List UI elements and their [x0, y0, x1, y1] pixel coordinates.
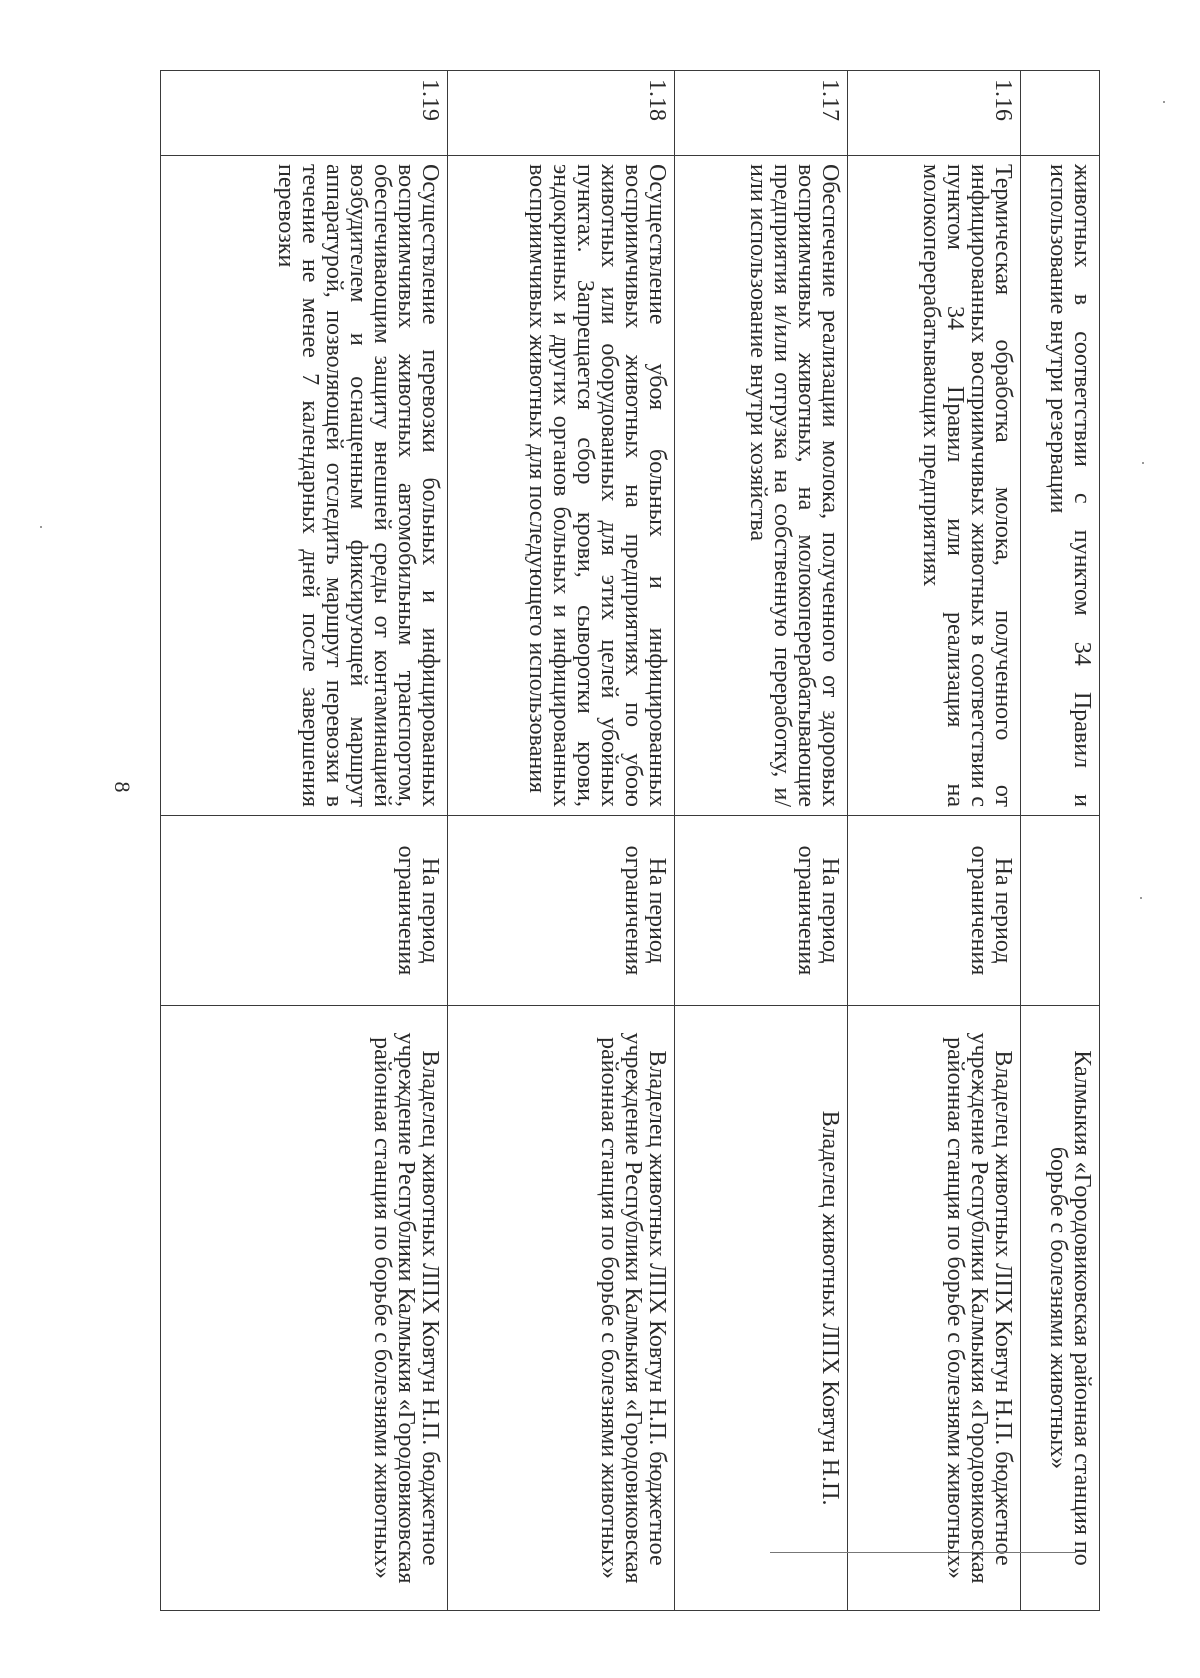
rotated-page-content — [160, 70, 1100, 1610]
action-cell: животных в соответствии с пунктом 34 Правил и использование внутри резервации — [1020, 156, 1099, 816]
scan-speck — [1142, 462, 1144, 464]
responsible-cell: Владелец животных ЛПХ Ковтун Н.П. бюджетное учреждение Республики Калмыкия «Городовиковская районная станция по борьбе с болезнями животных» — [447, 1006, 674, 1611]
scan-speck — [1140, 897, 1142, 899]
table-row — [675, 71, 848, 1611]
term-cell: На период ограничения — [447, 816, 674, 1006]
responsible-cell: Калмыкия «Городовиковская районная станция по борьбе с болезнями животных» — [1020, 1006, 1099, 1611]
table-row — [847, 71, 1020, 1611]
responsible-cell: Владелец животных ЛПХ Ковтун Н.П. бюджетное учреждение Республики Калмыкия «Городовиковская районная станция по борьбе с болезнями животных» — [161, 1006, 448, 1611]
term-cell: На период ограничения — [161, 816, 448, 1006]
responsible-cell: Владелец животных ЛПХ Ковтун Н.П. — [675, 1006, 848, 1611]
row-number-cell: 1.16 — [847, 71, 1020, 156]
scan-speck — [40, 526, 42, 528]
row-number-cell — [1020, 71, 1099, 156]
measures-table — [160, 70, 1100, 1611]
table-row — [161, 71, 448, 1611]
term-cell — [1020, 816, 1099, 1006]
action-cell: Обеспечение реализации молока, полученного от здоровых восприимчивых животных, на молокоперерабатывающие предприятия и/или отгрузка на собственную переработку, и/или использование внутри хозяйства — [675, 156, 848, 816]
table-row — [447, 71, 674, 1611]
scan-speck — [1163, 101, 1165, 103]
responsible-cell: Владелец животных ЛПХ Ковтун Н.П. бюджетное учреждение Республики Калмыкия «Городовиковская районная станция по борьбе с болезнями животных» — [847, 1006, 1020, 1611]
row-number-cell: 1.18 — [447, 71, 674, 156]
term-cell: На период ограничения — [675, 816, 848, 1006]
action-cell: Осуществление перевозки больных и инфицированных восприимчивых животных автомобильным транспортом, обеспечивающим защиту внешней среды от контаминацией возбудителем и оснащенным фиксирующей маршрут аппаратурой, позволяющей отследить маршрут перевозки в течение не менее 7 календарных дней после завершения перевозки — [161, 156, 448, 816]
footer-divider — [770, 1552, 1075, 1553]
row-number-cell: 1.17 — [675, 71, 848, 156]
term-cell: На период ограничения — [847, 816, 1020, 1006]
action-cell: Термическая обработка молока, полученного от инфицированных восприимчивых животных в соответствии с пунктом 34 Правил или реализация на молокоперерабатывающих предприятиях — [847, 156, 1020, 816]
table-row-continuation — [1020, 71, 1099, 1611]
row-number-cell: 1.19 — [161, 71, 448, 156]
page-number: 8 — [110, 781, 135, 793]
action-cell: Осуществление убоя больных и инфицированных восприимчивых животных на предприятиях по убою животных или оборудованных для этих целей убойных пунктах. Запрещается сбор крови, сыворотки крови, эндокринных и других органов больных и инфицированных восприимчивых животных для последующего использования — [447, 156, 674, 816]
